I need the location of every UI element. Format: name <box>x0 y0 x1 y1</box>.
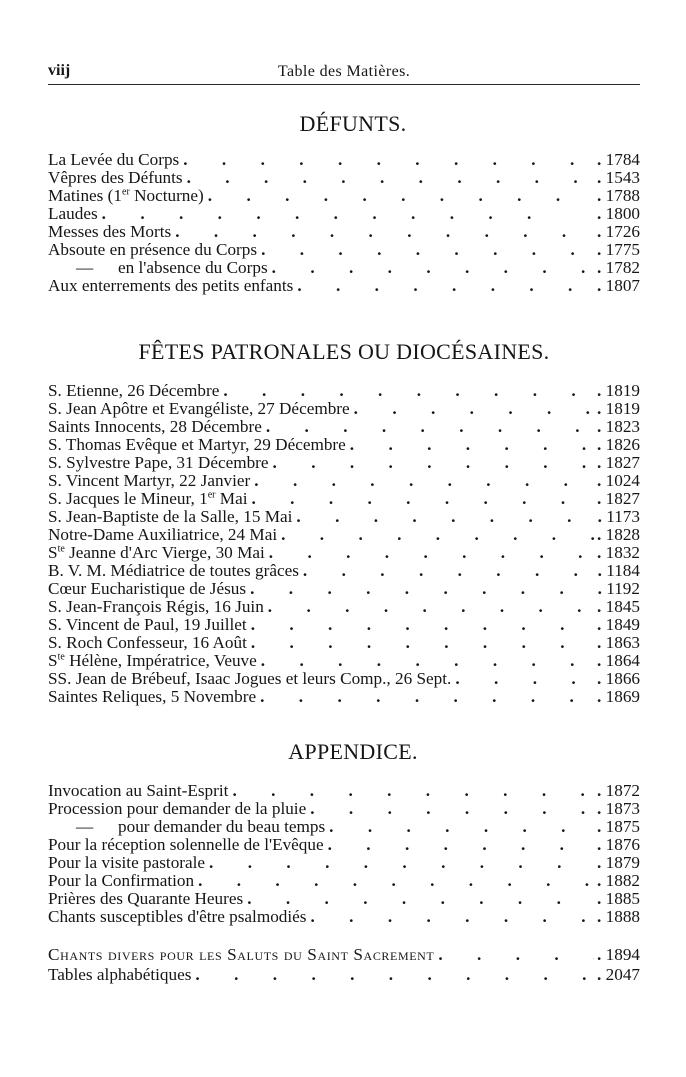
toc-entry[interactable] <box>48 241 640 259</box>
toc-entry[interactable] <box>48 908 640 926</box>
entry-list <box>48 382 640 706</box>
dot-leader <box>324 836 594 854</box>
entry-page: . 1788 <box>594 187 640 205</box>
section-title: DÉFUNTS. <box>299 111 407 136</box>
entry-label: Saintes Reliques, 5 Novembre <box>48 687 257 706</box>
entry-label: La Levée du Corps <box>48 150 180 169</box>
dot-leader <box>269 454 594 472</box>
entry-page: . 1832 <box>594 544 640 562</box>
entry-label: Pour la visite pastorale <box>48 853 206 872</box>
entry-page: . 1543 <box>594 169 640 187</box>
entry-page: . 1024 <box>594 472 640 490</box>
entry-label: S. Jean-François Régis, 16 Juin <box>48 597 264 616</box>
toc-entry[interactable] <box>48 634 640 652</box>
entry-page: . 1845 <box>594 598 640 616</box>
entry-list <box>48 151 640 295</box>
toc-entry[interactable] <box>48 418 640 436</box>
dot-leader <box>257 241 594 259</box>
entry-label: S. Roch Confesseur, 16 Août <box>48 633 247 652</box>
dot-leader <box>293 277 594 295</box>
dot-leader <box>262 418 594 436</box>
entry-label: Aux enterrements des petits enfants <box>48 276 294 295</box>
toc-entry[interactable] <box>48 688 640 706</box>
dot-leader <box>306 800 594 818</box>
dot-leader <box>325 818 594 836</box>
page-number: viij <box>48 62 71 79</box>
entry-page: . 1879 <box>594 854 640 872</box>
entry-label: Tables alphabétiques <box>48 965 192 984</box>
dot-leader <box>256 688 594 706</box>
toc-entry[interactable] <box>48 382 640 400</box>
dot-leader <box>350 400 594 418</box>
toc-entry[interactable] <box>48 782 640 800</box>
dot-leader <box>98 205 594 223</box>
dot-leader <box>277 526 594 544</box>
entry-page: . 1888 <box>594 908 640 926</box>
entry-label: S. Jacques le Mineur, 1er Mai <box>48 489 248 508</box>
dot-leader <box>171 223 594 241</box>
entry-label: $S^{te}$ Hélène, Impératrice, Veuve <box>48 651 257 670</box>
entry-label: — en l'absence du Corps <box>76 258 268 277</box>
entry-label: S. Jean Apôtre et Evangéliste, 27 Décembre <box>48 399 350 418</box>
dot-leader <box>191 966 594 984</box>
dot-leader <box>247 616 594 634</box>
dot-leader <box>246 580 594 598</box>
entry-page: . 1173 <box>594 508 640 526</box>
header-title: Table des Matières. <box>277 63 411 80</box>
running-header <box>48 62 640 85</box>
dot-leader <box>205 854 594 872</box>
section-appendice <box>48 738 640 926</box>
dot-leader <box>257 652 594 670</box>
section-title: APPENDICE. <box>288 739 418 764</box>
dot-leader <box>247 490 594 508</box>
entry-page: . 1872 <box>594 782 640 800</box>
entry-label: B. V. M. Médiatrice de toutes grâces <box>48 561 299 580</box>
toc-entry[interactable] <box>48 490 640 508</box>
entry-page: . 1866 <box>594 670 640 688</box>
entry-label: Saints Innocents, 28 Décembre <box>48 417 262 436</box>
dot-leader <box>228 782 594 800</box>
entry-list <box>48 946 640 984</box>
entry-page: . 1807 <box>594 277 640 295</box>
toc-entry[interactable] <box>48 223 640 241</box>
section-defunts <box>48 110 640 295</box>
entry-page: . 1828 <box>594 526 640 544</box>
toc-entry[interactable] <box>48 946 640 964</box>
entry-page: . 1863 <box>594 634 640 652</box>
entry-label: S. Vincent de Paul, 19 Juillet <box>48 615 247 634</box>
entry-page: . 1184 <box>594 562 640 580</box>
toc-entry[interactable] <box>48 800 640 818</box>
entry-label: S. Vincent Martyr, 22 Janvier <box>48 471 251 490</box>
entry-label: Procession pour demander de la pluie <box>48 799 307 818</box>
entry-label: Chants susceptibles d'être psalmodiés <box>48 907 307 926</box>
entry-label: Matines (1er Nocturne) <box>48 186 204 205</box>
entry-page: . 1726 <box>594 223 640 241</box>
entry-page: . 1784 <box>594 151 640 169</box>
entry-page: . 1875 <box>594 818 640 836</box>
toc-entry[interactable] <box>48 508 640 526</box>
entry-page: . 1869 <box>594 688 640 706</box>
toc-entry[interactable] <box>48 890 640 908</box>
entry-label: S. Sylvestre Pape, 31 Décembre <box>48 453 269 472</box>
toc-entry[interactable] <box>48 836 640 854</box>
entry-page: . 1882 <box>594 872 640 890</box>
dot-leader <box>264 598 594 616</box>
section-title: FÊTES PATRONALES OU DIOCÉSAINES. <box>138 339 550 364</box>
toc-entry[interactable] <box>48 400 640 418</box>
dot-leader <box>194 872 594 890</box>
entry-page: . 1827 <box>594 454 640 472</box>
dot-leader <box>204 187 594 205</box>
entry-page: . 2047 <box>594 966 640 984</box>
entry-page: . 1782 <box>594 259 640 277</box>
entry-label: Prières des Quarante Heures <box>48 889 244 908</box>
entry-label: Invocation au Saint-Esprit <box>48 781 229 800</box>
entry-page: . 1826 <box>594 436 640 454</box>
entry-page: . 1819 <box>594 400 640 418</box>
entry-page: . 1849 <box>594 616 640 634</box>
dot-leader <box>183 169 594 187</box>
dot-leader <box>306 908 594 926</box>
toc-entry[interactable] <box>48 205 640 223</box>
entry-page: . 1192 <box>594 580 640 598</box>
entry-label: Pour la Confirmation <box>48 871 195 890</box>
entry-page: . 1876 <box>594 836 640 854</box>
dot-leader <box>219 382 594 400</box>
dot-leader <box>299 562 594 580</box>
section-fetes-patronales <box>48 338 640 706</box>
entry-label: S. Jean-Baptiste de la Salle, 15 Mai <box>48 507 293 526</box>
entry-page: . 1864 <box>594 652 640 670</box>
dot-leader <box>268 259 594 277</box>
toc-entry[interactable] <box>48 562 640 580</box>
entry-label: Laudes <box>48 204 98 223</box>
entry-label: Notre-Dame Auxiliatrice, 24 Mai <box>48 525 278 544</box>
entry-page: . 1800 <box>594 205 640 223</box>
toc-entry[interactable] <box>48 872 640 890</box>
entry-label: Pour la réception solennelle de l'Evêque <box>48 835 324 854</box>
toc-entry[interactable] <box>48 598 640 616</box>
dot-leader <box>346 436 594 454</box>
toc-entry[interactable] <box>48 670 640 688</box>
entry-label: $S^{te}$ Jeanne d'Arc Vierge, 30 Mai <box>48 543 265 562</box>
toc-entry[interactable] <box>48 436 640 454</box>
entry-label: S. Thomas Evêque et Martyr, 29 Décembre <box>48 435 346 454</box>
toc-entry[interactable] <box>48 818 640 836</box>
toc-entry[interactable] <box>48 187 640 205</box>
entry-page: . 1885 <box>594 890 640 908</box>
dot-leader <box>265 544 594 562</box>
dot-leader <box>179 151 594 169</box>
entry-label: SS. Jean de Brébeuf, Isaac Jogues et leurs Comp., 26 Sept. <box>48 669 452 688</box>
entry-page: . 1819 <box>594 382 640 400</box>
entry-page: . 1873 <box>594 800 640 818</box>
entry-label: Messes des Morts <box>48 222 172 241</box>
dot-leader <box>292 508 594 526</box>
toc-entry[interactable] <box>48 580 640 598</box>
toc-entry[interactable] <box>48 526 640 544</box>
dot-leader <box>250 472 594 490</box>
dot-leader <box>247 634 594 652</box>
toc-entry[interactable] <box>48 854 640 872</box>
entry-label: Vêpres des Défunts <box>48 168 183 187</box>
entry-label: — pour demander du beau temps <box>76 817 326 836</box>
final-entries <box>48 946 640 984</box>
toc-entry[interactable] <box>48 454 640 472</box>
entry-label: S. Etienne, 26 Décembre <box>48 381 220 400</box>
entry-label: Absoute en présence du Corps <box>48 240 258 259</box>
toc-entry[interactable] <box>48 169 640 187</box>
toc-entry[interactable] <box>48 616 640 634</box>
entry-list <box>48 782 640 926</box>
dot-leader <box>434 946 594 964</box>
entry-page: . 1775 <box>594 241 640 259</box>
entry-page: . 1894 <box>594 946 640 964</box>
entry-label: Chants divers pour les Saluts du Saint Sacrement <box>48 945 435 964</box>
dot-leader <box>243 890 594 908</box>
toc-entry[interactable] <box>48 259 640 277</box>
dot-leader <box>451 670 594 688</box>
entry-label: Cœur Eucharistique de Jésus <box>48 579 247 598</box>
toc-entry[interactable] <box>48 472 640 490</box>
toc-entry[interactable] <box>48 652 640 670</box>
entry-page: . 1827 <box>594 490 640 508</box>
toc-entry[interactable] <box>48 966 640 984</box>
toc-entry[interactable] <box>48 151 640 169</box>
toc-entry[interactable] <box>48 544 640 562</box>
entry-page: . 1823 <box>594 418 640 436</box>
toc-entry[interactable] <box>48 277 640 295</box>
